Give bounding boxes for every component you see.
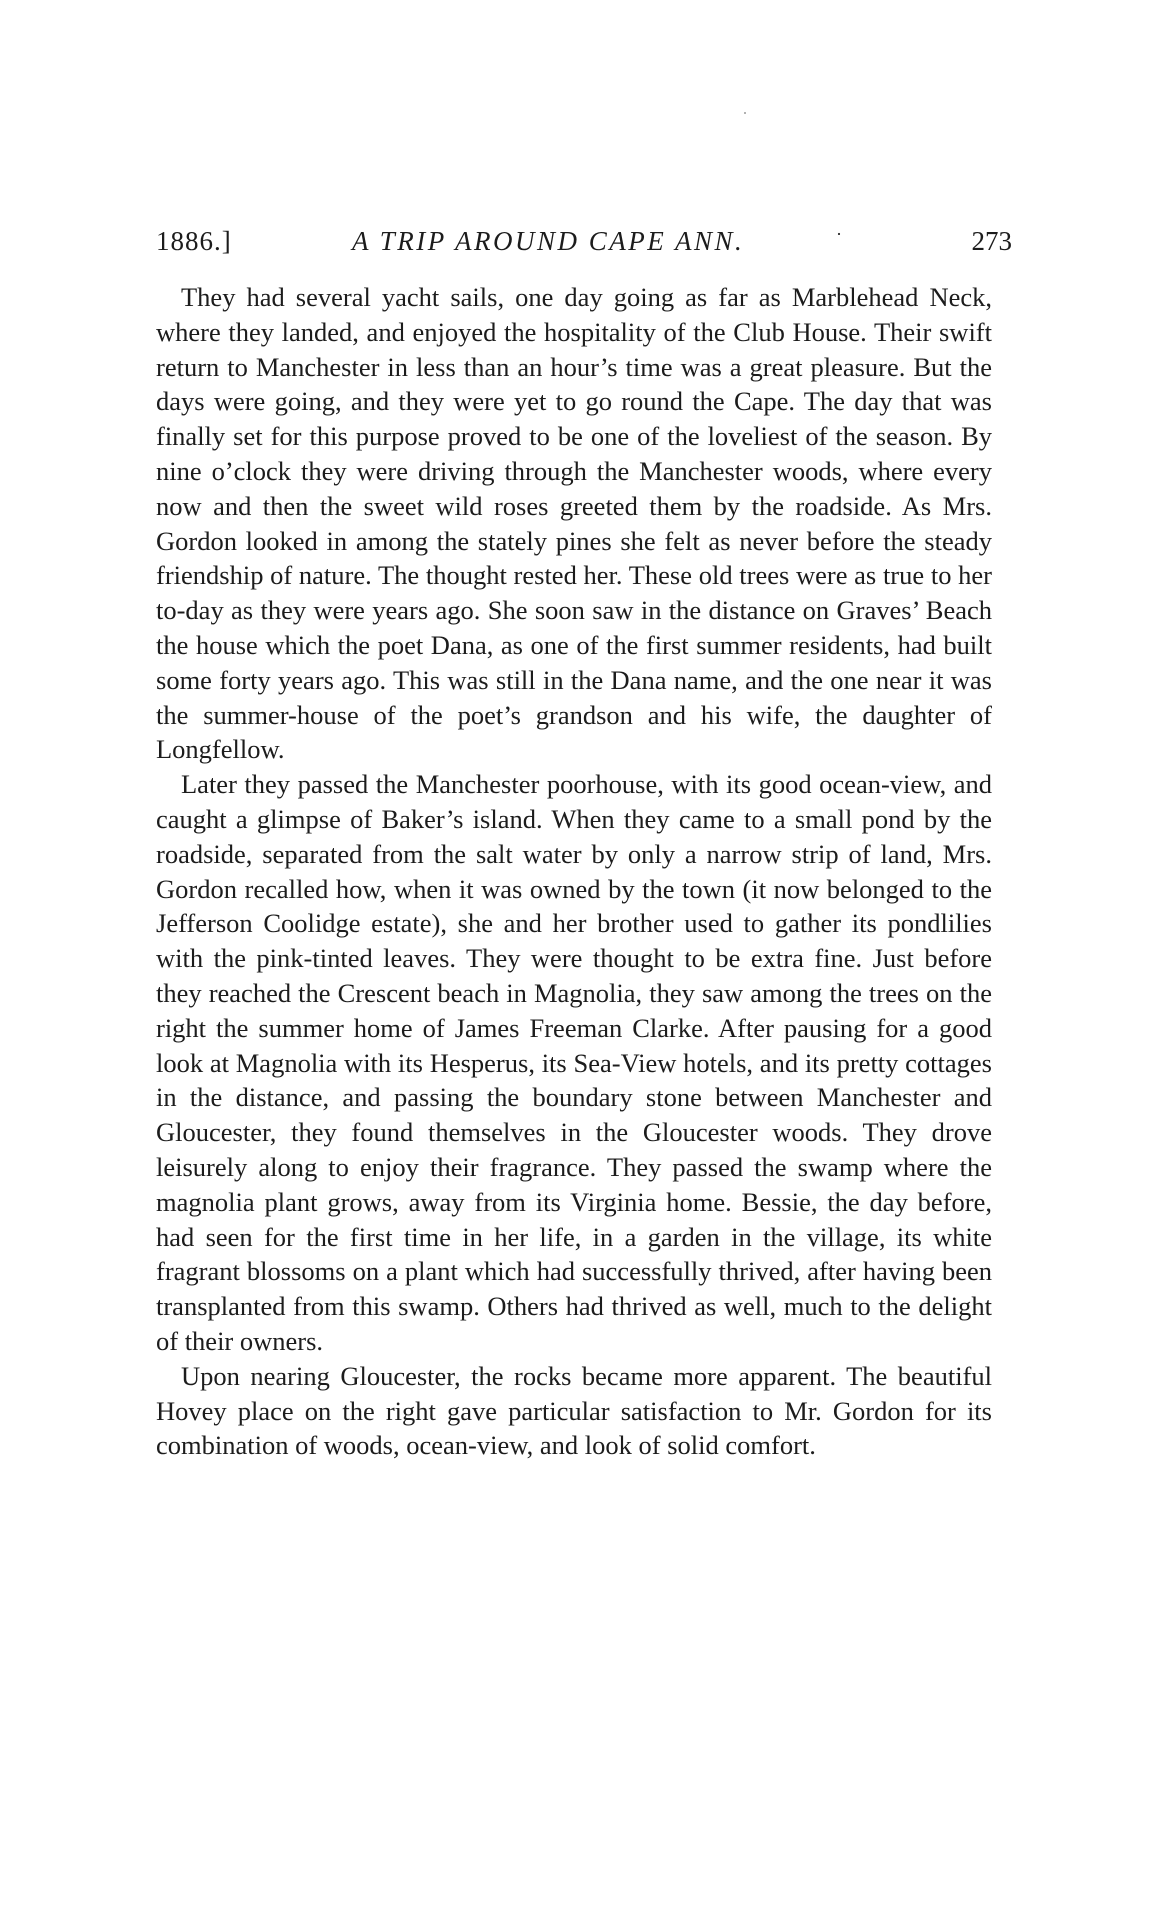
running-title: A TRIP AROUND CAPE ANN.: [352, 226, 745, 256]
running-header: [156, 226, 1014, 266]
body-text: [156, 280, 992, 1463]
header-mark: ·: [836, 224, 842, 244]
paragraph: Upon nearing Gloucester, the rocks became more apparent. The beautiful Hovey place on the right gave particular satisfaction to Mr. Gordon for its combination of woods, ocean-view, and look of solid comfort.: [156, 1360, 992, 1461]
page-number: 273: [971, 226, 1012, 256]
scan-speck: [744, 112, 746, 114]
paragraph: Later they passed the Manchester poorhouse, with its good ocean-view, and caught a glimpse of Baker’s island. When they came to a small pond by the roadside, separated from the salt water by only a narrow strip of land, Mrs. Gordon recalled how, when it was owned by the town (it now belonged to the Jefferson Coolidge estate), she and her brother used to gather its pondlilies with the pink-tinted leaves. They were thought to be extra fine. Just before they reached the Crescent beach in Magnolia, they saw among the trees on the right the summer home of James Freeman Clarke. After pausing for a good look at Magnolia with its Hesperus, its Sea-View hotels, and its pretty cottages in the distance, and passing the boundary stone between Manchester and Gloucester, they found themselves in the Gloucester woods. They drove leisurely along to enjoy their fragrance. They passed the swamp where the magnolia plant grows, away from its Virginia home. Bessie, the day before, had seen for the first time in her life, in a garden in the village, its white fragrant blossoms on a plant which had successfully thrived, after having been transplanted from this swamp. Others had thrived as well, much to the delight of their owners.: [156, 769, 992, 1356]
header-year: 1886.]: [156, 226, 232, 256]
paragraph: They had several yacht sails, one day going as far as Marblehead Neck, where they landed, and enjoyed the hospitality of the Club House. Their swift return to Manchester in less than an hour’s time was a great pleasure. But the days were going, and they were yet to go round the Cape. The day that was finally set for this purpose proved to be one of the loveliest of the season. By nine o’clock they were driving through the Manchester woods, where every now and then the sweet wild roses greeted them by the roadside. As Mrs. Gordon looked in among the stately pines she felt as never before the steady friendship of nature. The thought rested her. These old trees were as true to her to-day as they were years ago. She soon saw in the distance on Graves’ Beach the house which the poet Dana, as one of the first summer residents, had built some forty years ago. This was still in the Dana name, and the one near it was the summer-house of the poet’s grandson and his wife, the daughter of Longfellow.: [156, 282, 992, 765]
